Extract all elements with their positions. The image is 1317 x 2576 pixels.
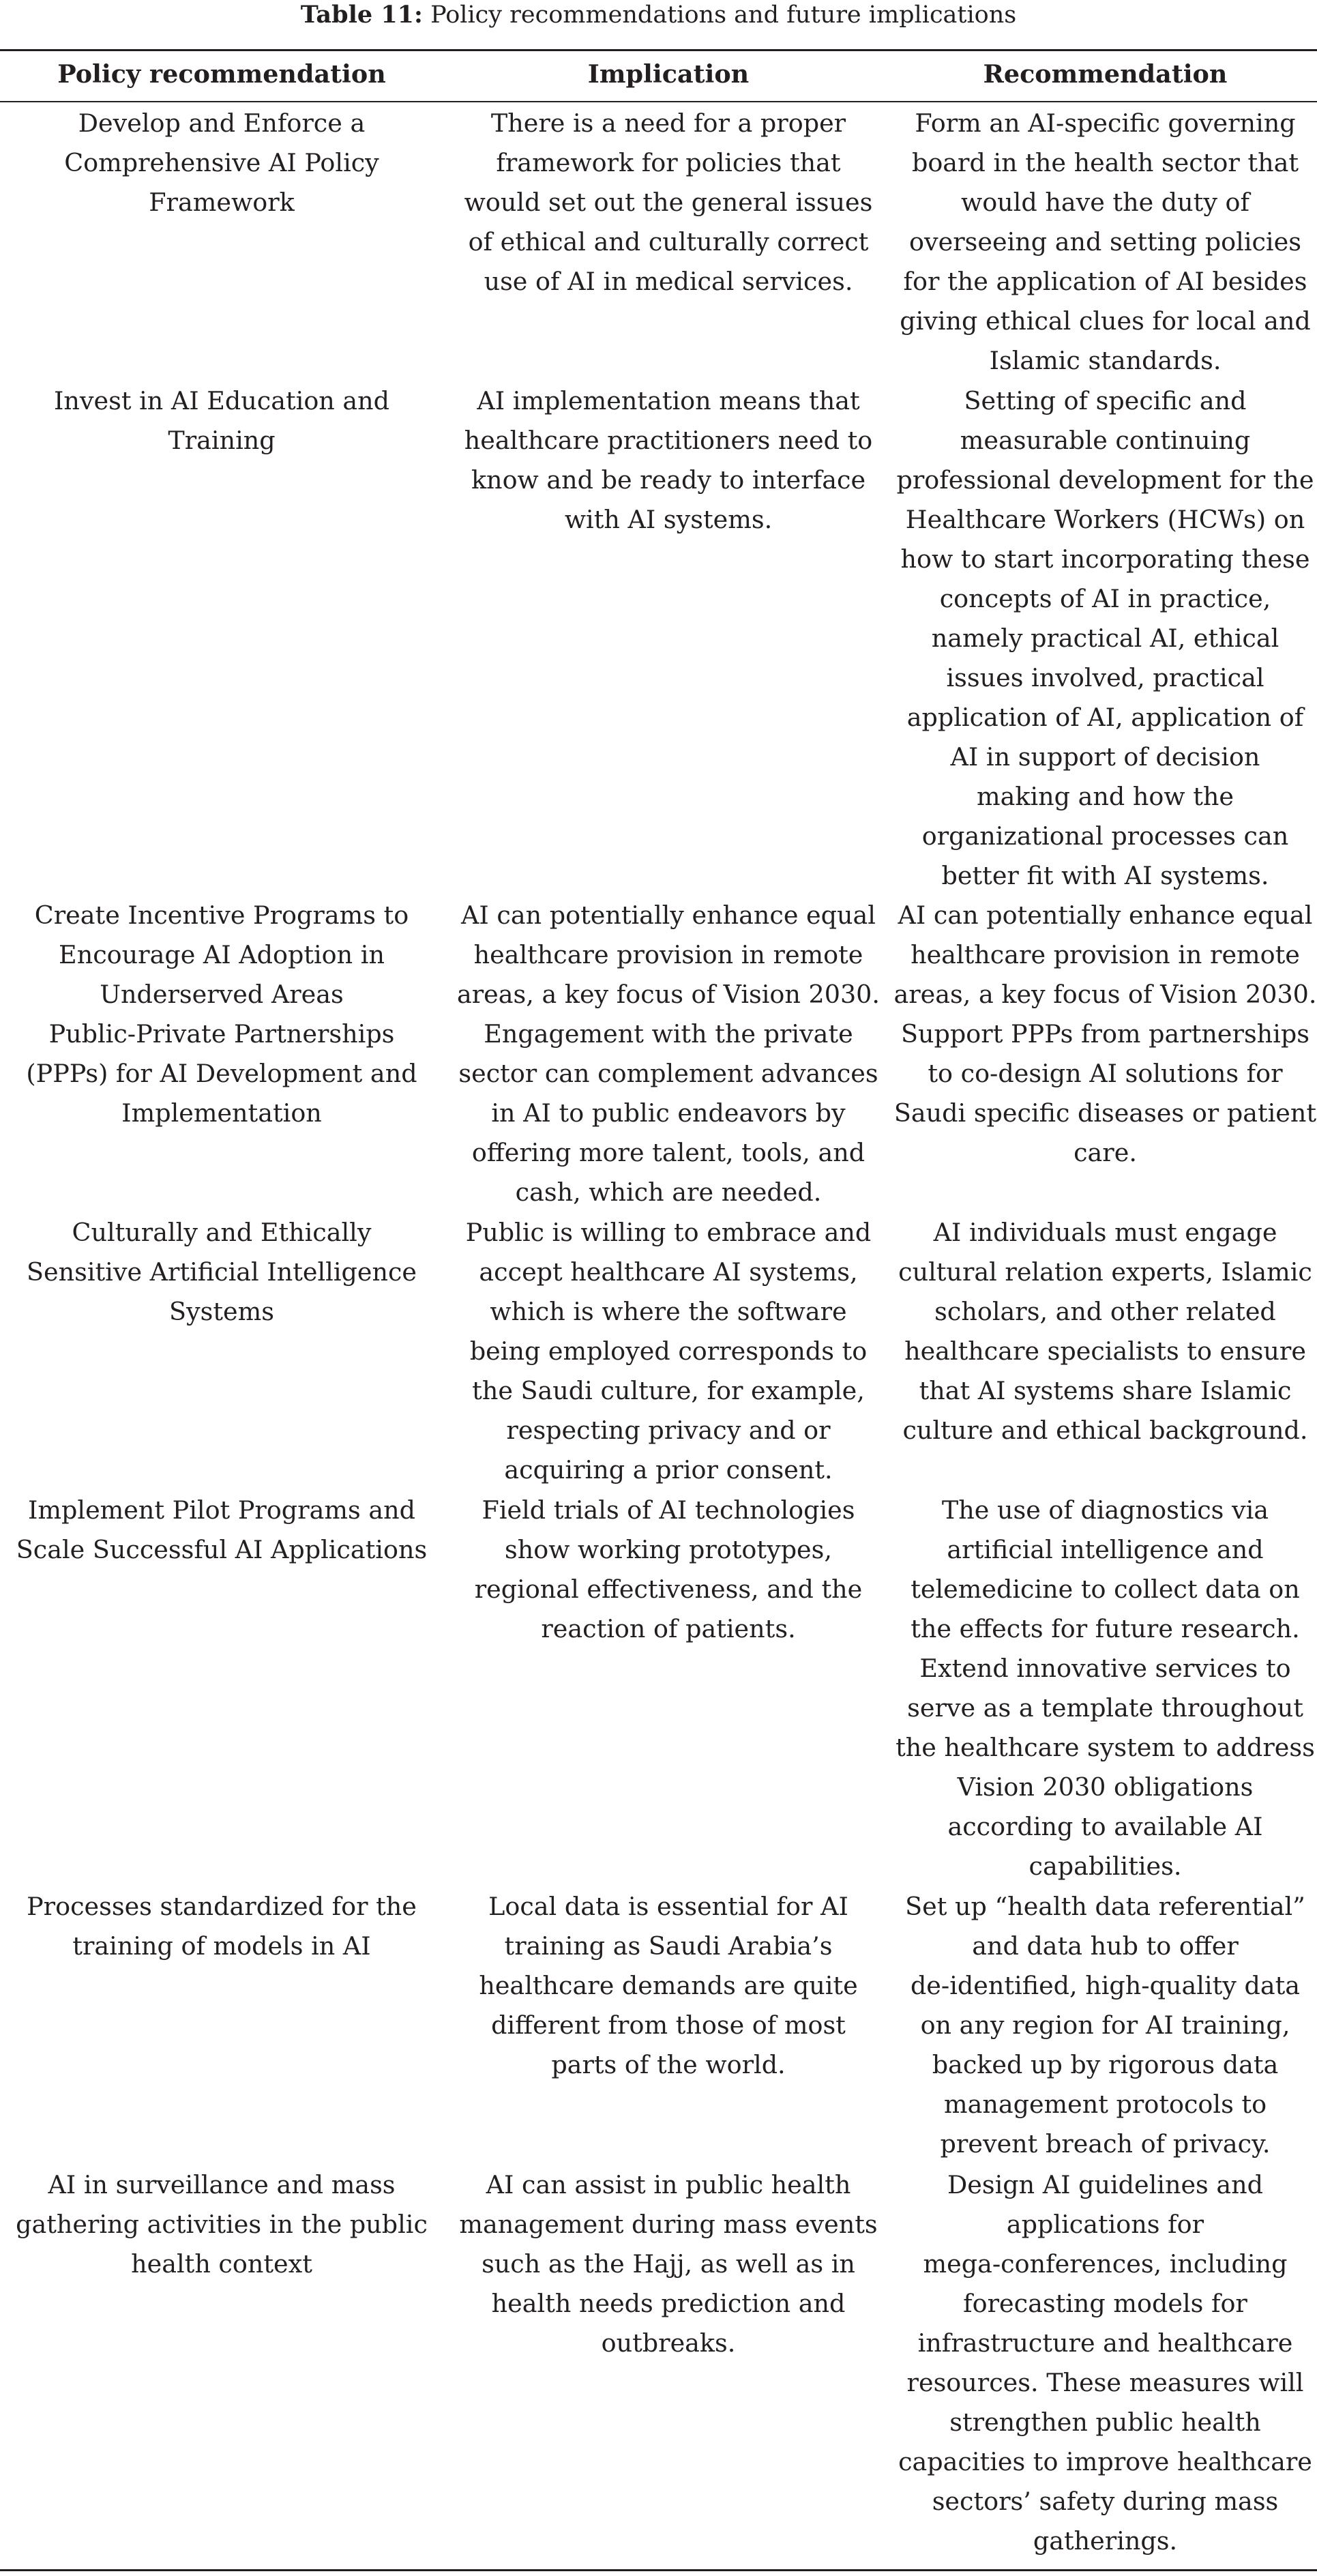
row-6-implication [443,1887,893,2085]
cell-line: Processes standardized for the [27,1892,417,1921]
header-policy-recommendation: Policy recommendation [57,59,386,89]
cell-line: according to available AI [947,1812,1263,1841]
cell-line: sector can complement advances [458,1059,878,1088]
cell-line: Set up “health data referential” [905,1892,1305,1921]
cell-line: healthcare provision in remote [473,940,863,969]
cell-line: board in the health sector that [911,148,1299,177]
cell-line: culture and ethical background. [902,1416,1308,1445]
cell-line: health context [131,2249,312,2279]
cell-line: Develop and Enforce a [78,108,366,138]
cell-line: Healthcare Workers (HCWs) on [905,505,1305,534]
row-7-implication [443,2165,893,2363]
cell-line: know and be ready to interface [471,465,866,495]
cell-line: areas, a key focus of Vision 2030. [456,980,881,1009]
cell-line: that AI systems share Islamic [919,1376,1292,1405]
cell-line: concepts of AI in practice, [939,584,1271,613]
cell-line: namely practical AI, ethical [931,624,1279,653]
cell-line: Vision 2030 obligations [957,1772,1254,1802]
cell-line: (PPPs) for AI Development and [26,1059,417,1088]
cell-line: sectors’ safety during mass [932,2487,1279,2516]
cell-line: Comprehensive AI Policy [64,148,379,177]
cell-line: the Saudi culture, for example, [472,1376,865,1405]
cell-line: Field trials of AI technologies [482,1495,855,1525]
cell-line: accept healthcare AI systems, [479,1257,858,1287]
cell-line: Encourage AI Adoption in [59,940,385,969]
cell-line: The use of diagnostics via [941,1495,1269,1525]
row-1-recommendation [893,104,1317,381]
cell-line: Extend innovative services to [919,1654,1291,1683]
cell-line: artificial intelligence and [947,1535,1264,1564]
cell-line: healthcare demands are quite [479,1971,858,2000]
cell-line: with AI systems. [564,505,773,534]
cell-line: telemedicine to collect data on [911,1575,1300,1604]
row-7-policy [0,2165,443,2284]
cell-line: Training [168,426,276,455]
cell-line: AI in surveillance and mass [48,2170,396,2199]
cell-line: cash, which are needed. [515,1177,822,1207]
cell-line: which is where the software [490,1297,847,1326]
cell-line: Invest in AI Education and [53,386,390,415]
cell-line: being employed corresponds to [469,1336,868,1366]
cell-line: mega-conferences, including [923,2249,1288,2279]
row-6-recommendation [893,1887,1317,2164]
row-2-recommendation [893,381,1317,896]
row-2-policy [0,381,443,460]
cell-line: Systems [169,1297,274,1326]
cell-line: Engagement with the private [484,1019,853,1049]
cell-line: better fit with AI systems. [941,861,1269,890]
cell-line: show working prototypes, [504,1535,832,1564]
cell-line: Public-Private Partnerships [48,1019,395,1049]
row-5-recommendation [893,1491,1317,1886]
cell-line: such as the Hajj, as well as in [482,2249,855,2279]
cell-line: cultural relation experts, Islamic [898,1257,1312,1287]
cell-line: framework for policies that [496,148,841,177]
cell-line: how to start incorporating these [900,544,1310,574]
table-caption [0,0,1317,41]
row-6-policy [0,1887,443,1966]
cell-line: gathering activities in the public [16,2210,428,2239]
cell-line: Islamic standards. [989,346,1222,375]
cell-line: prevent breach of privacy. [940,2129,1271,2158]
cell-line: resources. These measures will [906,2368,1304,2397]
cell-line: AI in support of decision [950,742,1260,772]
row-1-implication [443,104,893,302]
cell-line: Implement Pilot Programs and [28,1495,415,1525]
cell-line: regional effectiveness, and the [474,1575,863,1604]
cell-line: areas, a key focus of Vision 2030. [893,980,1317,1009]
cell-line: overseeing and setting policies [909,227,1301,257]
cell-line: use of AI in medical services. [484,267,853,296]
cell-line: forecasting models for [963,2289,1247,2318]
cell-line: capabilities. [1029,1852,1182,1881]
cell-line: Culturally and Ethically [72,1218,372,1247]
cell-line: AI can potentially enhance equal [898,901,1313,930]
cell-line: gatherings. [1033,2526,1178,2556]
row-7-recommendation [893,2165,1317,2561]
header-implication: Implication [587,59,750,89]
table-caption-text: Policy recommendations and future implications [422,1,1017,29]
table-header-rule [0,101,1317,102]
cell-line: to co-design AI solutions for [928,1059,1283,1088]
cell-line: reaction of patients. [541,1614,796,1643]
cell-line: care. [1074,1138,1137,1167]
cell-line: Setting of specific and [964,386,1247,415]
cell-line: Create Incentive Programs to [34,901,409,930]
cell-line: de-identified, high-quality data [910,1971,1301,2000]
cell-line: backed up by rigorous data [932,2050,1279,2079]
cell-line: acquiring a prior consent. [504,1455,833,1484]
cell-line: management protocols to [943,2090,1267,2119]
cell-line: capacities to improve healthcare [898,2447,1312,2476]
cell-line: on any region for AI training, [920,2010,1290,2040]
cell-line: training of models in AI [72,1931,371,1961]
cell-line: offering more talent, tools, and [471,1138,865,1167]
cell-line: respecting privacy and or [506,1416,831,1445]
cell-line: Public is willing to embrace and [465,1218,872,1247]
cell-line: application of AI, application of [906,703,1304,732]
cell-line: Scale Successful AI Applications [16,1535,428,1564]
cell-line: in AI to public endeavors by [491,1098,846,1128]
cell-line: outbreaks. [601,2328,736,2358]
cell-line: organizational processes can [921,821,1289,851]
row-3-policy [0,896,443,1133]
cell-line: measurable continuing [960,426,1251,455]
row-4-implication [443,1213,893,1490]
cell-line: would have the duty of [960,188,1250,217]
row-1-policy [0,104,443,222]
row-4-recommendation [893,1213,1317,1450]
cell-line: management during mass events [459,2210,878,2239]
cell-line: serve as a template throughout [907,1693,1303,1723]
cell-line: AI can assist in public health [486,2170,851,2199]
row-2-implication [443,381,893,540]
cell-line: different from those of most [491,2010,846,2040]
cell-line: Design AI guidelines and [947,2170,1264,2199]
cell-line: training as Saudi Arabia’s [504,1931,833,1961]
cell-line: would set out the general issues [464,188,873,217]
row-5-implication [443,1491,893,1649]
cell-line: of ethical and culturally correct [468,227,869,257]
cell-line: health needs prediction and [491,2289,846,2318]
cell-line: professional development for the [896,465,1314,495]
cell-line: AI implementation means that [477,386,860,415]
cell-line: making and how the [977,782,1234,811]
header-recommendation: Recommendation [983,59,1228,89]
cell-line: the healthcare system to address [896,1733,1315,1762]
cell-line: Form an AI-specific governing [915,108,1296,138]
cell-line: parts of the world. [551,2050,786,2079]
cell-line: applications for [1006,2210,1204,2239]
table-caption-label: Table 11: [300,1,423,29]
row-3-implication [443,896,893,1212]
cell-line: Saudi specific diseases or patient [893,1098,1317,1128]
cell-line: strengthen public health [949,2407,1261,2437]
cell-line: scholars, and other related [934,1297,1276,1326]
cell-line: healthcare provision in remote [911,940,1300,969]
cell-line: Framework [149,188,295,217]
cell-line: giving ethical clues for local and [900,306,1311,336]
cell-line: the effects for future research. [911,1614,1300,1643]
cell-line: healthcare practitioners need to [464,426,873,455]
row-5-policy [0,1491,443,1570]
cell-line: Local data is essential for AI [488,1892,848,1921]
cell-line: issues involved, practical [946,663,1264,692]
row-4-policy [0,1213,443,1332]
cell-line: Support PPPs from partnerships [901,1019,1309,1049]
cell-line: AI individuals must engage [933,1218,1277,1247]
cell-line: Underserved Areas [100,980,344,1009]
table-bottom-rule [0,2569,1317,2571]
cell-line: Implementation [121,1098,322,1128]
row-3-recommendation [893,896,1317,1173]
cell-line: for the application of AI besides [903,267,1307,296]
cell-line: infrastructure and healthcare [917,2328,1293,2358]
table-top-rule [0,49,1317,51]
cell-line: AI can potentially enhance equal [461,901,876,930]
cell-line: and data hub to offer [972,1931,1239,1961]
cell-line: healthcare specialists to ensure [904,1336,1306,1366]
cell-line: There is a need for a proper [490,108,846,138]
cell-line: Sensitive Artificial Intelligence [26,1257,417,1287]
